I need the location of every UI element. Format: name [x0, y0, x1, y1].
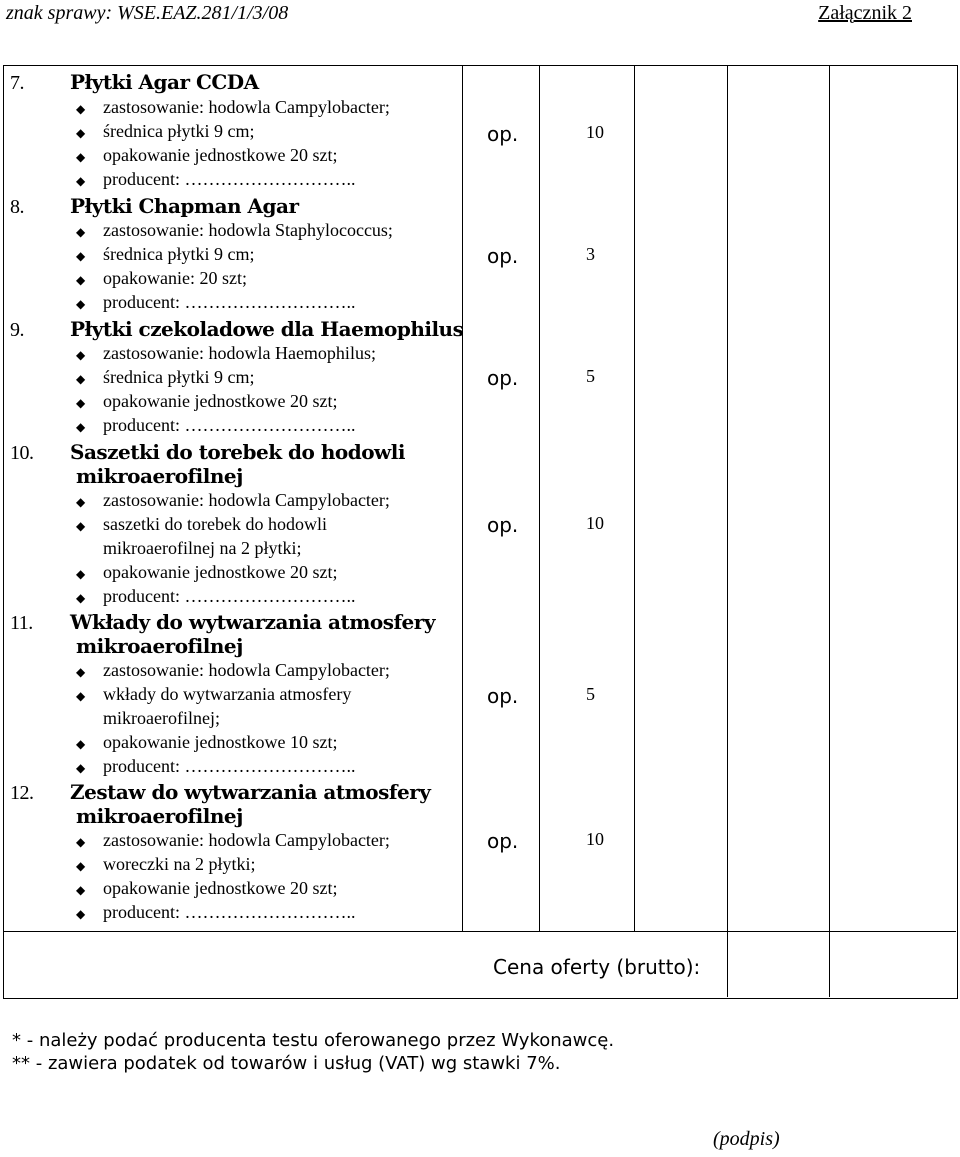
- column-divider: [539, 65, 540, 932]
- diamond-bullet-icon: ◆: [76, 273, 86, 287]
- item-title: 12. Zestaw do wytwarzania atmosfery: [10, 780, 431, 804]
- item-quantity: 10: [586, 122, 604, 142]
- column-divider: [829, 65, 830, 997]
- diamond-bullet-icon: ◆: [76, 689, 86, 703]
- diamond-bullet-icon: ◆: [76, 835, 86, 849]
- diamond-bullet-icon: ◆: [76, 249, 86, 263]
- item-title-continuation: mikroaerofilnej: [76, 464, 243, 488]
- item-unit: op.: [487, 244, 519, 268]
- item-unit: op.: [487, 829, 519, 853]
- diamond-bullet-icon: ◆: [76, 420, 86, 434]
- item-unit: op.: [487, 513, 519, 537]
- diamond-bullet-icon: ◆: [76, 495, 86, 509]
- diamond-bullet-icon: ◆: [76, 907, 86, 921]
- item-quantity: 3: [586, 244, 595, 264]
- total-row-divider: [3, 931, 956, 932]
- column-divider: [727, 65, 728, 997]
- diamond-bullet-icon: ◆: [76, 174, 86, 188]
- diamond-bullet-icon: ◆: [76, 372, 86, 386]
- diamond-bullet-icon: ◆: [76, 102, 86, 116]
- item-unit: op.: [487, 684, 519, 708]
- column-divider: [634, 65, 635, 932]
- item-title: 9. Płytki czekoladowe dla Haemophilus: [10, 317, 464, 341]
- case-number: znak sprawy: WSE.EAZ.281/1/3/08: [6, 2, 289, 24]
- diamond-bullet-icon: ◆: [76, 126, 86, 140]
- list-item-continuation: mikroaerofilnej na 2 płytki;: [103, 538, 302, 558]
- diamond-bullet-icon: ◆: [76, 859, 86, 873]
- item-quantity: 10: [586, 829, 604, 849]
- diamond-bullet-icon: ◆: [76, 348, 86, 362]
- item-unit: op.: [487, 366, 519, 390]
- diamond-bullet-icon: ◆: [76, 591, 86, 605]
- item-title: 10. Saszetki do torebek do hodowli: [10, 440, 405, 464]
- diamond-bullet-icon: ◆: [76, 665, 86, 679]
- diamond-bullet-icon: ◆: [76, 519, 86, 533]
- attachment-label: Załącznik 2: [818, 2, 912, 24]
- diamond-bullet-icon: ◆: [76, 297, 86, 311]
- item-quantity: 5: [586, 684, 595, 704]
- diamond-bullet-icon: ◆: [76, 150, 86, 164]
- diamond-bullet-icon: ◆: [76, 225, 86, 239]
- item-unit: op.: [487, 122, 519, 146]
- list-item-continuation: mikroaerofilnej;: [103, 708, 220, 728]
- column-divider: [462, 65, 463, 932]
- footnote: ** - zawiera podatek od towarów i usług (VAT) wg stawki 7%.: [12, 1053, 561, 1074]
- diamond-bullet-icon: ◆: [76, 567, 86, 581]
- item-title: 8. Płytki Chapman Agar: [10, 194, 299, 218]
- signature-label: (podpis): [713, 1128, 780, 1150]
- item-quantity: 5: [586, 366, 595, 386]
- item-quantity: 10: [586, 513, 604, 533]
- diamond-bullet-icon: ◆: [76, 737, 86, 751]
- total-price-label: Cena oferty (brutto):: [493, 955, 701, 979]
- diamond-bullet-icon: ◆: [76, 883, 86, 897]
- item-title: 11. Wkłady do wytwarzania atmosfery: [10, 610, 435, 634]
- item-title-continuation: mikroaerofilnej: [76, 804, 243, 828]
- footnote: * - należy podać producenta testu oferowanego przez Wykonawcę.: [12, 1030, 615, 1051]
- item-title: 7. Płytki Agar CCDA: [10, 70, 259, 94]
- diamond-bullet-icon: ◆: [76, 761, 86, 775]
- diamond-bullet-icon: ◆: [76, 396, 86, 410]
- item-title-continuation: mikroaerofilnej: [76, 634, 243, 658]
